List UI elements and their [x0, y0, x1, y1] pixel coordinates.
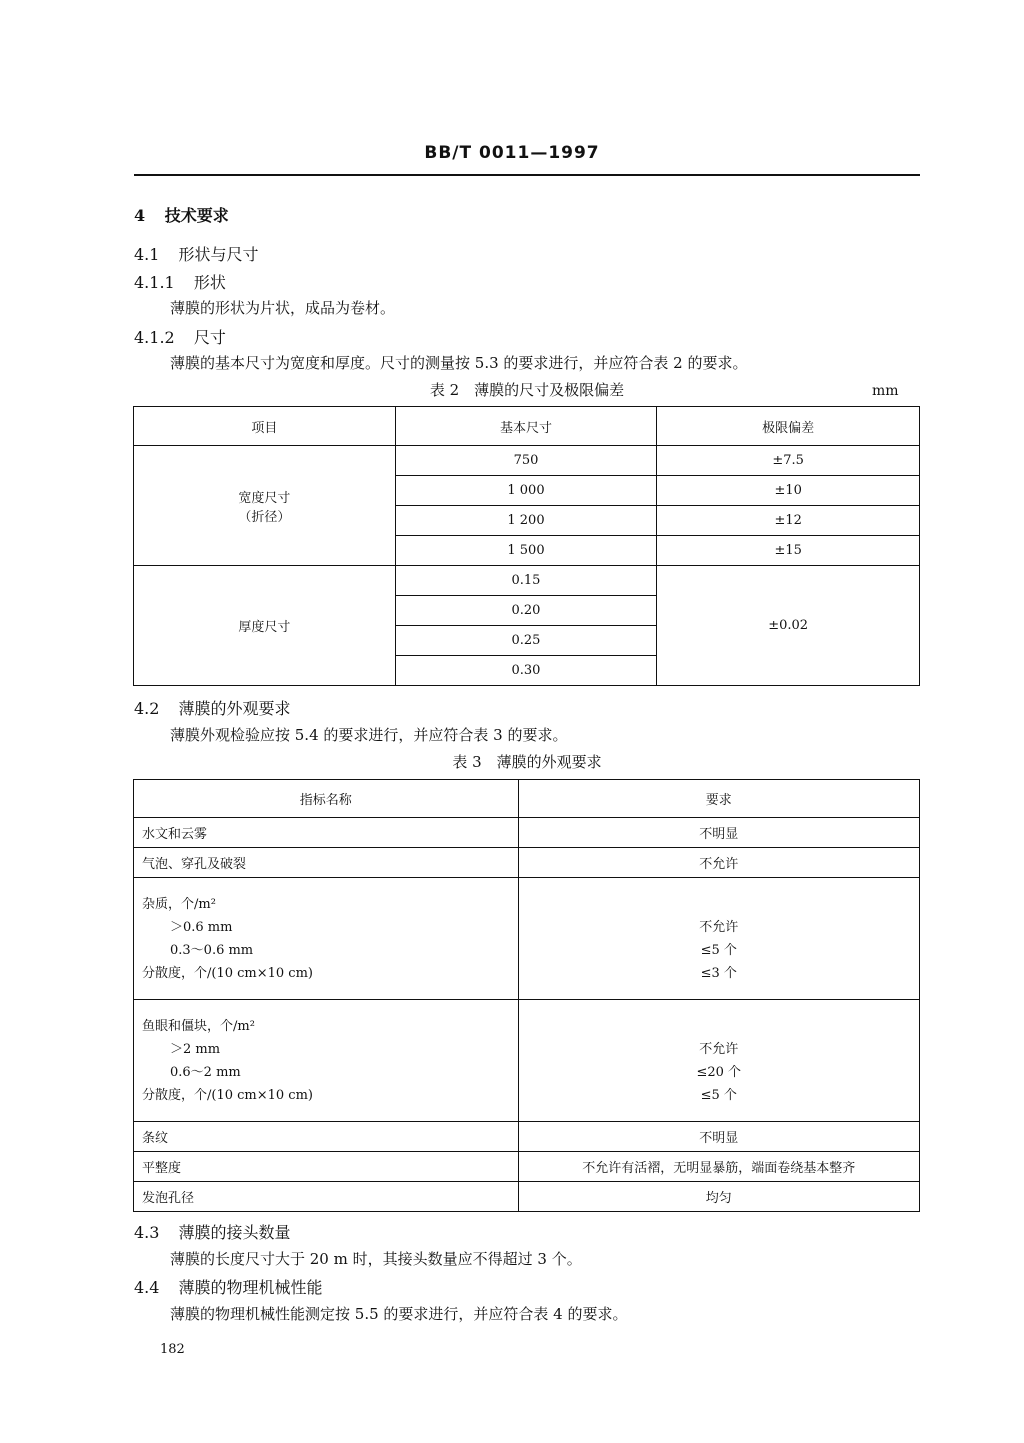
thickness-size: 0.15	[395, 566, 657, 596]
header-rule	[134, 174, 920, 176]
width-size: 1 200	[395, 506, 657, 536]
section-4-2-heading	[134, 696, 291, 719]
requirement: 不允许有活褶，无明显暴筋，端面卷绕基本整齐	[518, 1152, 919, 1182]
table-row	[134, 1122, 920, 1152]
index-name-line: 0.3～0.6 mm	[170, 942, 254, 958]
section-number: 4.3	[134, 1223, 160, 1242]
index-name: 气泡、穿孔及破裂	[134, 848, 519, 878]
requirement-fisheye	[518, 1000, 919, 1122]
section-number: 4.2	[134, 699, 160, 718]
header-index-name: 指标名称	[134, 780, 519, 818]
shape-paragraph: 薄膜的形状为片状，成品为卷材。	[170, 299, 396, 317]
requirement-line: ≤3 个	[700, 965, 737, 981]
section-number: 4.1.2	[134, 328, 175, 347]
table-row	[134, 878, 920, 1000]
requirement-line: 不允许	[699, 919, 739, 935]
section-4-1-2-heading	[134, 325, 226, 348]
width-size: 1 500	[395, 536, 657, 566]
appearance-table	[133, 779, 920, 1212]
section-4-1-heading	[134, 242, 259, 265]
index-name: 水文和云雾	[134, 818, 519, 848]
section-number: 4.1	[134, 245, 160, 264]
section-title: 形状	[193, 273, 226, 292]
requirement-line: ≤20 个	[696, 1064, 742, 1080]
header-requirement: 要求	[518, 780, 919, 818]
section-4-3-heading	[134, 1220, 291, 1243]
index-name: 平整度	[134, 1152, 519, 1182]
thickness-tolerance: ±0.02	[657, 566, 920, 686]
requirement: 不明显	[518, 818, 919, 848]
thickness-size: 0.25	[395, 626, 657, 656]
requirement-spacer	[527, 1015, 911, 1038]
header-basic-size: 基本尺寸	[395, 407, 657, 446]
index-name: 发泡孔径	[134, 1182, 519, 1212]
thickness-label: 厚度尺寸	[134, 566, 396, 686]
header-tolerance: 极限偏差	[657, 407, 920, 446]
table-row	[134, 1182, 920, 1212]
header-item: 项目	[134, 407, 396, 446]
index-name-line: 鱼眼和僵块，个/m²	[142, 1018, 255, 1034]
table-header-row	[134, 407, 920, 446]
mechanical-paragraph: 薄膜的物理机械性能测定按 5.5 的要求进行，并应符合表 4 的要求。	[170, 1305, 628, 1323]
table-2-caption: 表 2 薄膜的尺寸及极限偏差	[429, 381, 625, 399]
section-4-4-heading	[134, 1275, 323, 1298]
thickness-size: 0.20	[395, 596, 657, 626]
index-name-line: 0.6～2 mm	[170, 1064, 241, 1080]
width-tolerance: ±12	[657, 506, 920, 536]
table-3-caption: 表 3 薄膜的外观要求	[452, 753, 602, 771]
table-header-row	[134, 780, 920, 818]
index-name-line: 分散度，个/(10 cm×10 cm)	[142, 965, 313, 981]
appearance-paragraph: 薄膜外观检验应按 5.4 的要求进行，并应符合表 3 的要求。	[170, 726, 568, 744]
index-name-impurity	[134, 878, 519, 1000]
section-title: 技术要求	[164, 206, 229, 225]
requirement: 不明显	[518, 1122, 919, 1152]
table-row	[134, 566, 920, 596]
section-title: 薄膜的物理机械性能	[178, 1278, 323, 1297]
size-paragraph: 薄膜的基本尺寸为宽度和厚度。尺寸的测量按 5.3 的要求进行，并应符合表 2 的要求。	[170, 354, 748, 372]
section-4-1-1-heading	[134, 270, 226, 293]
requirement-line: 不允许	[699, 1041, 739, 1057]
width-label-cell	[134, 446, 396, 566]
table-row	[134, 818, 920, 848]
section-number: 4	[134, 206, 146, 225]
index-name-fisheye	[134, 1000, 519, 1122]
table-row	[134, 1152, 920, 1182]
section-4-heading	[134, 203, 229, 226]
page-number: 182	[160, 1342, 185, 1357]
width-tolerance: ±15	[657, 536, 920, 566]
requirement-line: ≤5 个	[700, 1087, 737, 1103]
table-row	[134, 446, 920, 476]
width-tolerance: ±7.5	[657, 446, 920, 476]
joint-paragraph: 薄膜的长度尺寸大于 20 m 时，其接头数量应不得超过 3 个。	[170, 1250, 582, 1268]
requirement: 均匀	[518, 1182, 919, 1212]
index-name-line: 分散度，个/(10 cm×10 cm)	[142, 1087, 313, 1103]
standard-code-header: BB/T 0011—1997	[424, 143, 600, 163]
index-name-line: ＞0.6 mm	[170, 919, 233, 935]
section-number: 4.4	[134, 1278, 160, 1297]
thickness-size: 0.30	[395, 656, 657, 686]
index-name: 条纹	[134, 1122, 519, 1152]
requirement-spacer	[527, 893, 911, 916]
size-tolerance-table	[133, 406, 920, 686]
width-size: 750	[395, 446, 657, 476]
table-row	[134, 1000, 920, 1122]
requirement-line: ≤5 个	[700, 942, 737, 958]
requirement: 不允许	[518, 848, 919, 878]
section-number: 4.1.1	[134, 273, 175, 292]
table-2-unit: mm	[872, 383, 899, 399]
index-name-line: ＞2 mm	[170, 1041, 221, 1057]
width-tolerance: ±10	[657, 476, 920, 506]
table-row	[134, 848, 920, 878]
section-title: 尺寸	[193, 328, 226, 347]
width-label-note: （折径）	[238, 509, 291, 525]
width-label: 宽度尺寸	[238, 490, 291, 506]
section-title: 薄膜的接头数量	[178, 1223, 291, 1242]
width-size: 1 000	[395, 476, 657, 506]
index-name-line: 杂质，个/m²	[142, 896, 216, 912]
requirement-impurity	[518, 878, 919, 1000]
section-title: 形状与尺寸	[178, 245, 259, 264]
section-title: 薄膜的外观要求	[178, 699, 291, 718]
